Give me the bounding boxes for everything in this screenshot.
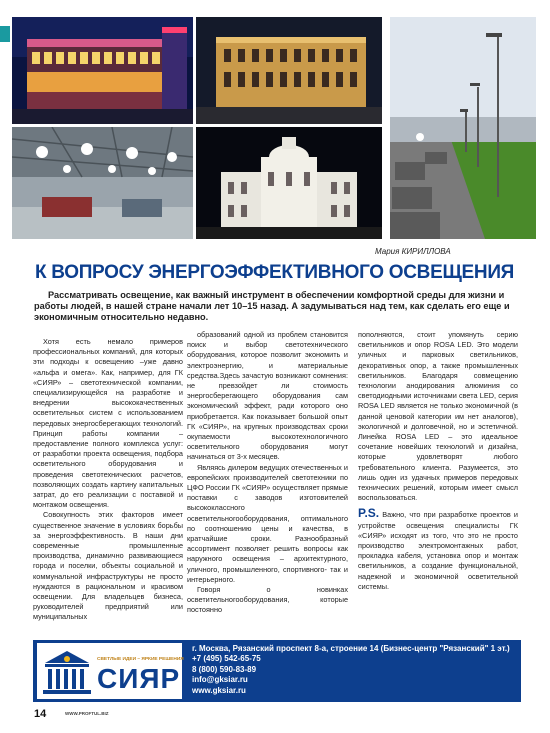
paragraph: Совокупность этих факторов имеет существенное значение в условиях борьбы за энергоэффективность. В наши дни современные промышленные производства, динамично развивающиеся города и поселки, объекты социальной и коммунальной инфраструктуры не просто нуждаются в рациональном и красивом освещении. Для владельцев бизнеса, руководителей предприятий или муниципальных — [33, 510, 183, 622]
contact-info — [192, 644, 510, 696]
company-ad-block — [33, 640, 521, 702]
logo-name: СИЯР — [97, 663, 181, 694]
text-column-3 — [358, 330, 518, 592]
photo-store-night — [12, 17, 193, 124]
email-link[interactable]: info@gksiar.ru — [192, 675, 248, 685]
corner-accent — [0, 26, 10, 42]
phone-2[interactable]: 8 (800) 590-83-89 — [192, 664, 257, 674]
ps-text: Важно, что при разработке проектов и устройстве освещения специалисты ГК «СИЯР» исходят из того, что это не просто производство электромонтажных работ, прокладка кабеля, установка опор и монтаж светильников, а создание функциональной, надежной и экономичной осветительной системы. — [358, 510, 518, 591]
magazine-url: WWW.PROFTUL.BIZ — [65, 711, 109, 716]
page-number: 14 — [34, 708, 47, 720]
article-title: К ВОПРОСУ ЭНЕРГОЭФФЕКТИВНОГО ОСВЕЩЕНИЯ — [35, 262, 515, 283]
author-name: Мария КИРИЛЛОВА — [375, 247, 451, 256]
paragraph: образований одной из проблем становится поиск и выбор светотехнического оборудования, которое позволит экономить и электроэнергию, и материальные средства.Здесь зачастую возникают сомнения: не превзойдет ли стоимость энергосберегающего оборудования сам экономический эффект, ради которого оно приобретается. Как показывает большой опыт ГК «СИЯР», на крупных производствах сроки окупаемости высокотехнологичного осветительного оборудования могут начинаться от 3-х месяцев. — [187, 330, 348, 462]
paragraph: Хотя есть немало примеров профессиональных компаний, для которых эти подходы к освещению –уже давно «альфа и омега». Как, например, для ГК «СИЯР» – светотехнической компании, специализирующейся на разработке и внедрении высококачественных осветительных систем с использованием передовых энергосберегающих технологий. Принцип работы компании – предоставление полного комплекса услуг: от разработки проекта освещения, подбора осветительного оборудования и проведения светотехнических расчетов, позволяющих создать картину капитальных затрат, до его реализации с поставкой и монтажом освещения. — [33, 337, 183, 510]
company-address: г. Москва, Рязанский проспект 8-а, строение 14 (Бизнес-центр "Рязанский" 1 эт.) — [192, 644, 510, 653]
company-logo — [37, 643, 182, 699]
ps-paragraph — [358, 508, 518, 592]
photo-street-lights — [390, 17, 536, 239]
ps-label: P.S. — [358, 506, 380, 521]
paragraph: пополняются, стоит упомянуть серию светильников и опор ROSA LED. Это модели уличных и парковых светильников, декоративных опор, а также промышленных светильников. Благодаря совмещению технологии анодирования алюминия со светодиодными источниками света LED, серия ROSA LED является не только экономичной (в данной ценовой категории им нет аналогов), экологичной и долговечной, но и эстетичной. Линейка ROSA LED – это идеальное сочетание новейших технологий и дизайна, которые удовлетворят любого требовательного клиента. Разумеется, это лишь один из удачных примеров передовых технических решений, которым имеет смысл воспользоваться. — [358, 330, 518, 503]
phone-1[interactable]: +7 (495) 542-65-75 — [192, 654, 261, 664]
paragraph: Являясь дилером ведущих отечественных и европейских производителей светотехники по ЦФО России ГК «СИЯР» осуществляет прямые поставки с заводов изготовителей высококлассного осветительногооборудования, оптимального по соотношению цены и качества, в кратчайшие сроки. Разнообразный ассортимент позволяет решить вопросы как наружного освещения – архитектурного, уличного, промышленного, спортивного- так и интерьерного. — [187, 462, 348, 584]
photo-warehouse-interior — [12, 127, 193, 239]
lead-paragraph: Рассматривать освещение, как важный инструмент в обеспечении комфортной среды для жизни и работы людей, в нашей стране начали лет 10–15 назад. А задумываться над тем, как сделать его еще и экономичным относительно недавно. — [34, 290, 510, 323]
photo-classical-building-night — [196, 17, 382, 124]
text-column-1 — [33, 337, 183, 623]
text-column-2 — [187, 330, 348, 616]
logo-tagline: СВЕТЛЫЕ ИДЕИ – ЯРКИЕ РЕШЕНИЯ — [97, 657, 184, 662]
website-link[interactable]: www.gksiar.ru — [192, 685, 246, 695]
photo-manor-night — [196, 127, 382, 239]
paragraph: Говоря о новинках осветительногооборудования, которые постоянно — [187, 585, 348, 615]
